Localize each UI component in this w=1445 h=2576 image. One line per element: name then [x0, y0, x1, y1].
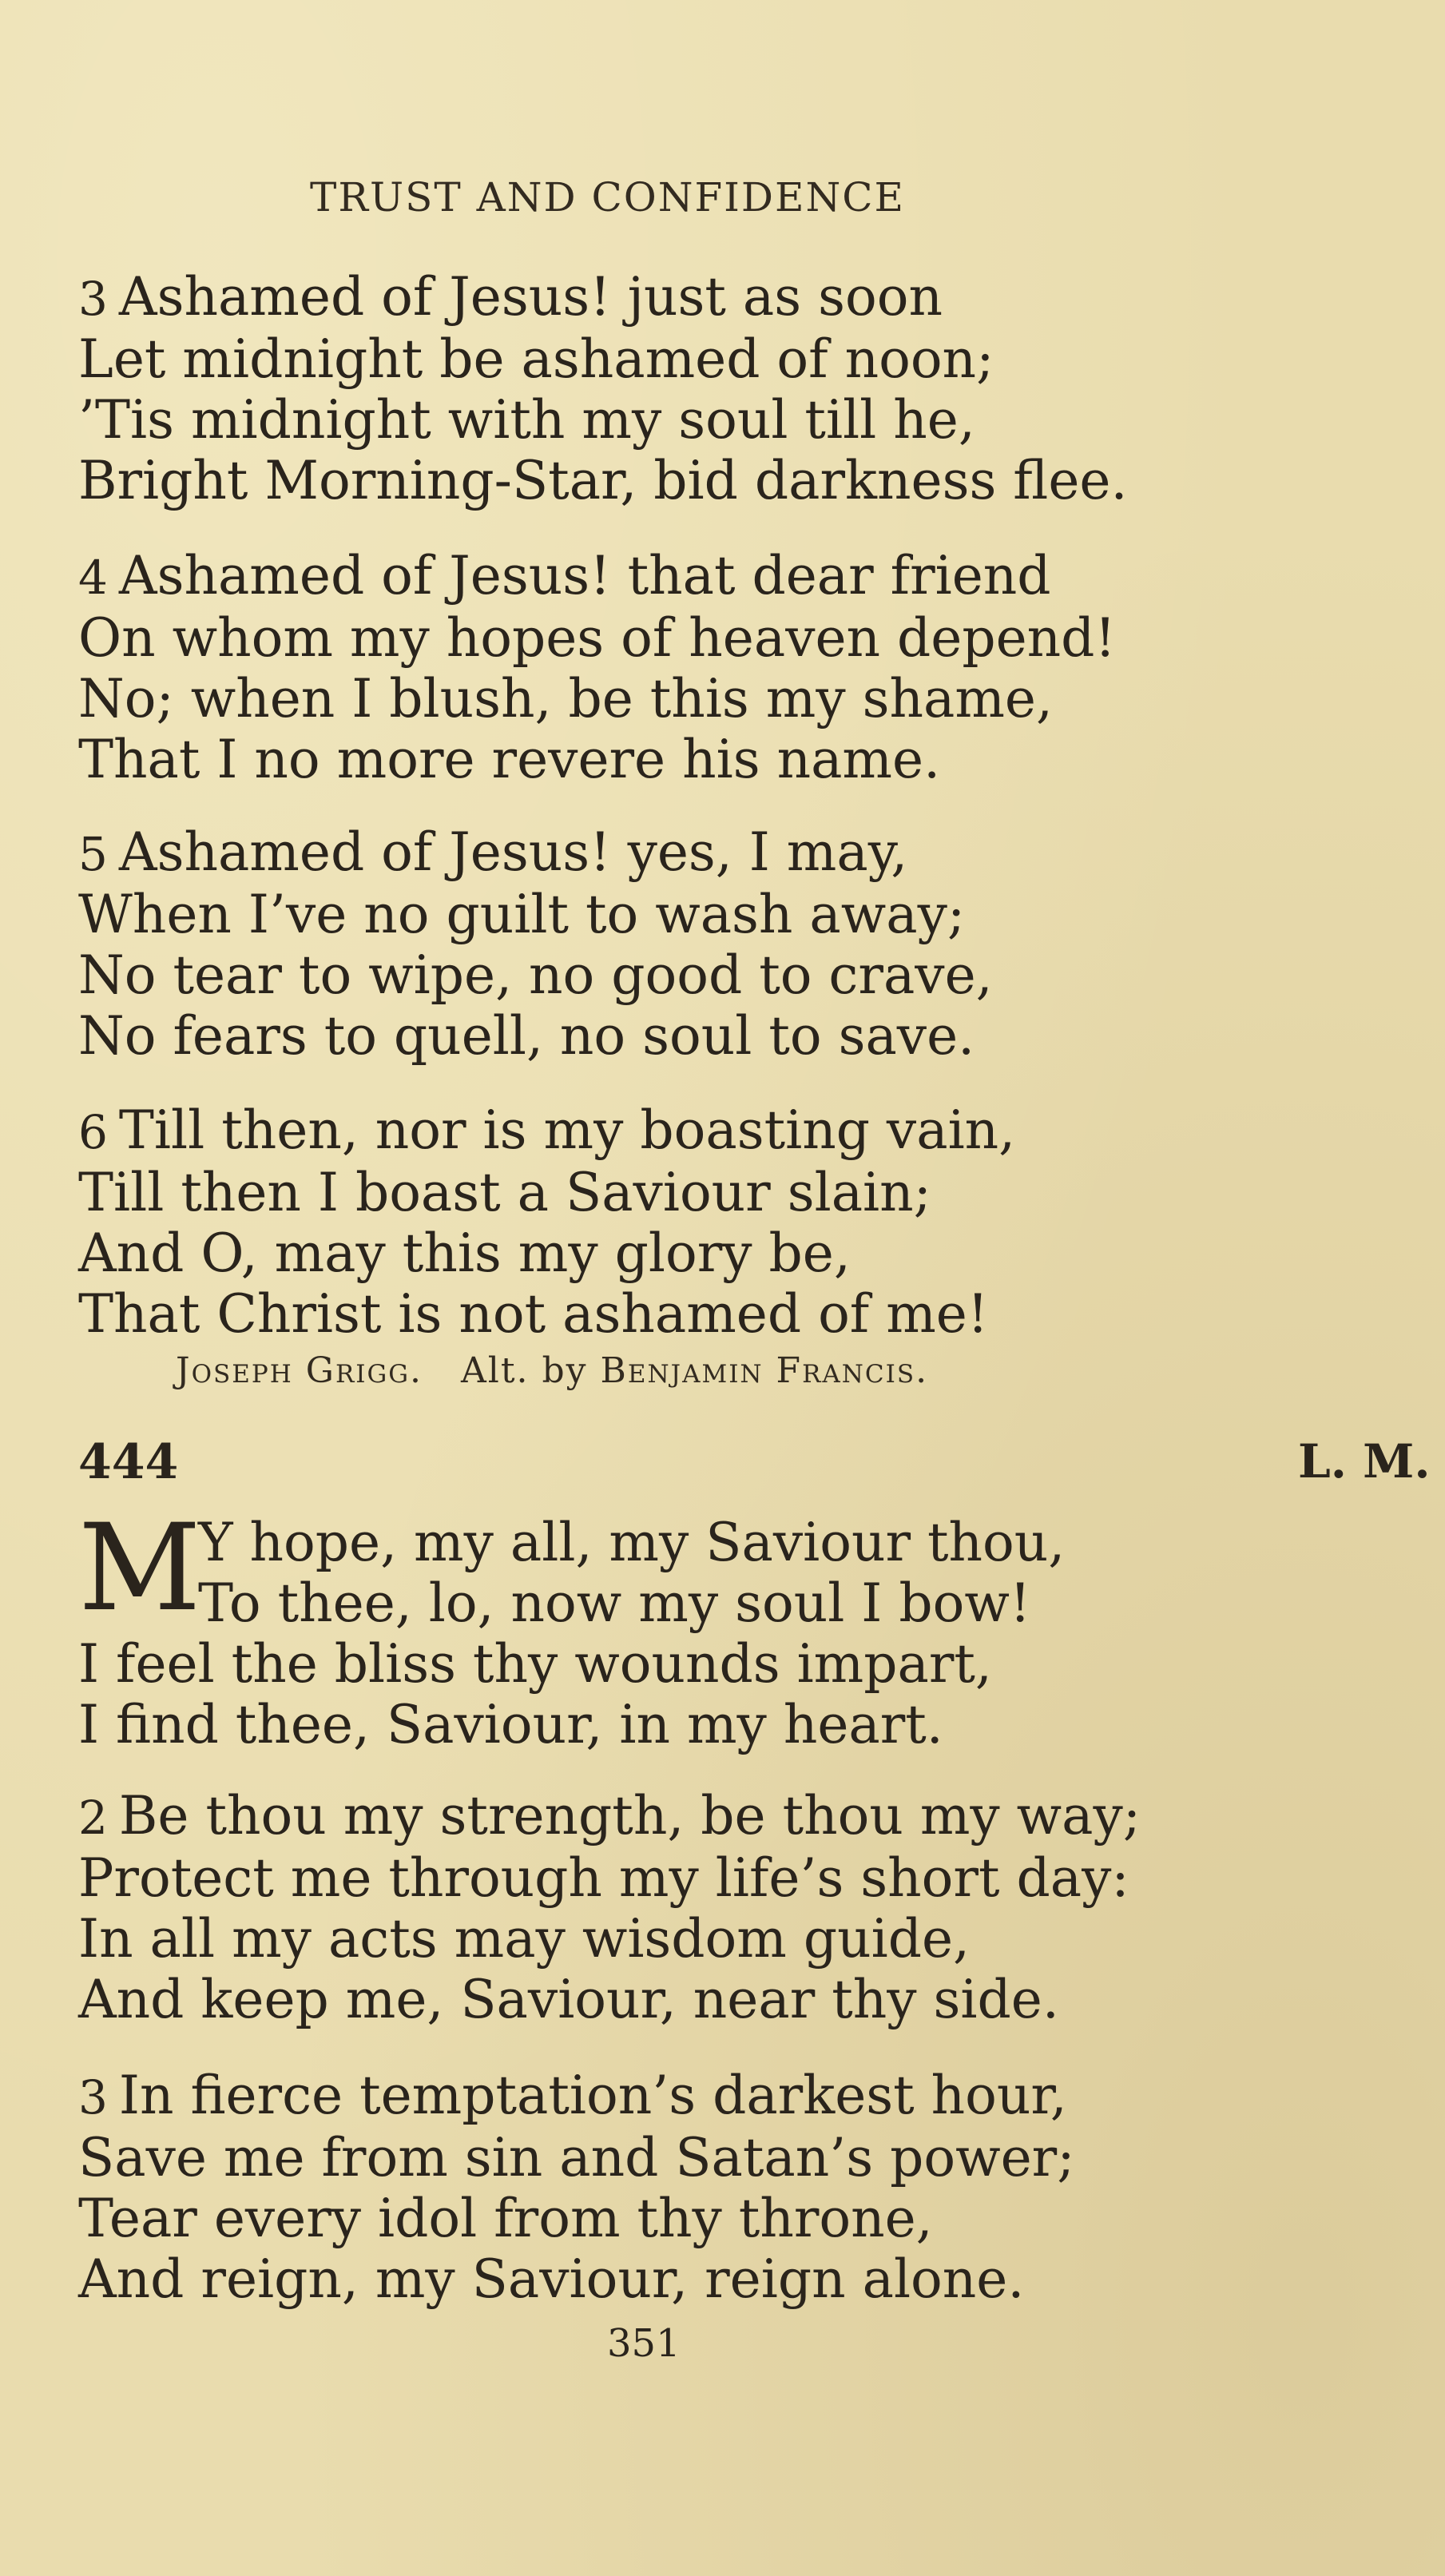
hymn-number: 444 — [78, 1434, 179, 1490]
stanza-line: I feel the bliss thy wounds impart, — [78, 1633, 992, 1695]
stanza-line: No fears to quell, no soul to save. — [78, 1005, 975, 1067]
stanza-4 — [78, 546, 1116, 790]
stanza-number: 3 — [78, 272, 108, 326]
hymn-first-stanza-continued — [78, 1634, 992, 1755]
reviser-name: Benjamin Francis. — [600, 1350, 929, 1391]
alteration-note: Alt. by — [461, 1350, 588, 1391]
stanza-number: 5 — [78, 827, 108, 881]
stanza-line: When I’ve no guilt to wash away; — [78, 884, 966, 945]
stanza-5 — [78, 822, 993, 1067]
stanza-line: ’Tis midnight with my soul till he, — [78, 389, 975, 451]
stanza-line: 3 In fierce temptation’s darkest hour, — [78, 2065, 1067, 2126]
stanza-line: 5 Ashamed of Jesus! yes, I may, — [78, 821, 908, 883]
stanza-line: Bright Morning-Star, bid darkness flee. — [78, 450, 1128, 511]
stanza-line: On whom my hopes of heaven depend! — [78, 607, 1116, 669]
drop-cap: M — [78, 1499, 201, 1638]
stanza-line: And reign, my Saviour, reign alone. — [78, 2248, 1025, 2310]
running-header: TRUST AND CONFIDENCE — [310, 174, 906, 221]
stanza-line: Protect me through my life’s short day: — [78, 1847, 1129, 1909]
stanza-6 — [78, 1100, 1015, 1345]
stanza-line: 6 Till then, nor is my boasting vain, — [78, 1099, 1016, 1161]
stanza-line: No; when I blush, be this my shame, — [78, 668, 1053, 729]
stanza-line: Let midnight be ashamed of noon; — [78, 328, 994, 390]
hymn-stanza-3 — [78, 2065, 1074, 2310]
stanza-line: In all my acts may wisdom guide, — [78, 1908, 971, 1970]
stanza-line: Till then I boast a Saviour slain; — [78, 1162, 931, 1223]
stanza-line: 2 Be thou my strength, be thou my way; — [78, 1785, 1141, 1847]
stanza-line: That Christ is not ashamed of me! — [78, 1283, 989, 1345]
hymn-meter: L. M. — [1298, 1434, 1431, 1489]
stanza-line: That I no more revere his name. — [78, 729, 941, 790]
stanza-line: 4 Ashamed of Jesus! that dear friend — [78, 545, 1051, 606]
hymn-first-stanza — [198, 1513, 1065, 1634]
stanza-number: 6 — [78, 1105, 108, 1159]
hymn-stanza-2 — [78, 1786, 1141, 2030]
stanza-line: Y hope, my all, my Saviour thou, — [198, 1512, 1066, 1573]
hymn-attribution — [176, 1350, 928, 1391]
stanza-line: And keep me, Saviour, near thy side. — [78, 1969, 1059, 2030]
stanza-line: To thee, lo, now my soul I bow! — [198, 1572, 1031, 1634]
stanza-number: 2 — [78, 1791, 108, 1845]
stanza-line: Save me from sin and Satan’s power; — [78, 2127, 1075, 2188]
stanza-line: I find thee, Saviour, in my heart. — [78, 1694, 943, 1755]
author-name: Joseph Grigg. — [176, 1350, 423, 1391]
page-number: 351 — [607, 2321, 681, 2366]
stanza-line: 3 Ashamed of Jesus! just as soon — [78, 266, 943, 328]
stanza-number: 3 — [78, 2070, 108, 2125]
stanza-number: 4 — [78, 551, 108, 605]
stanza-line: Tear every idol from thy throne, — [78, 2188, 933, 2249]
stanza-line: No tear to wipe, no good to crave, — [78, 944, 993, 1006]
stanza-line: And O, may this my glory be, — [78, 1222, 851, 1284]
stanza-3 — [78, 267, 1127, 511]
